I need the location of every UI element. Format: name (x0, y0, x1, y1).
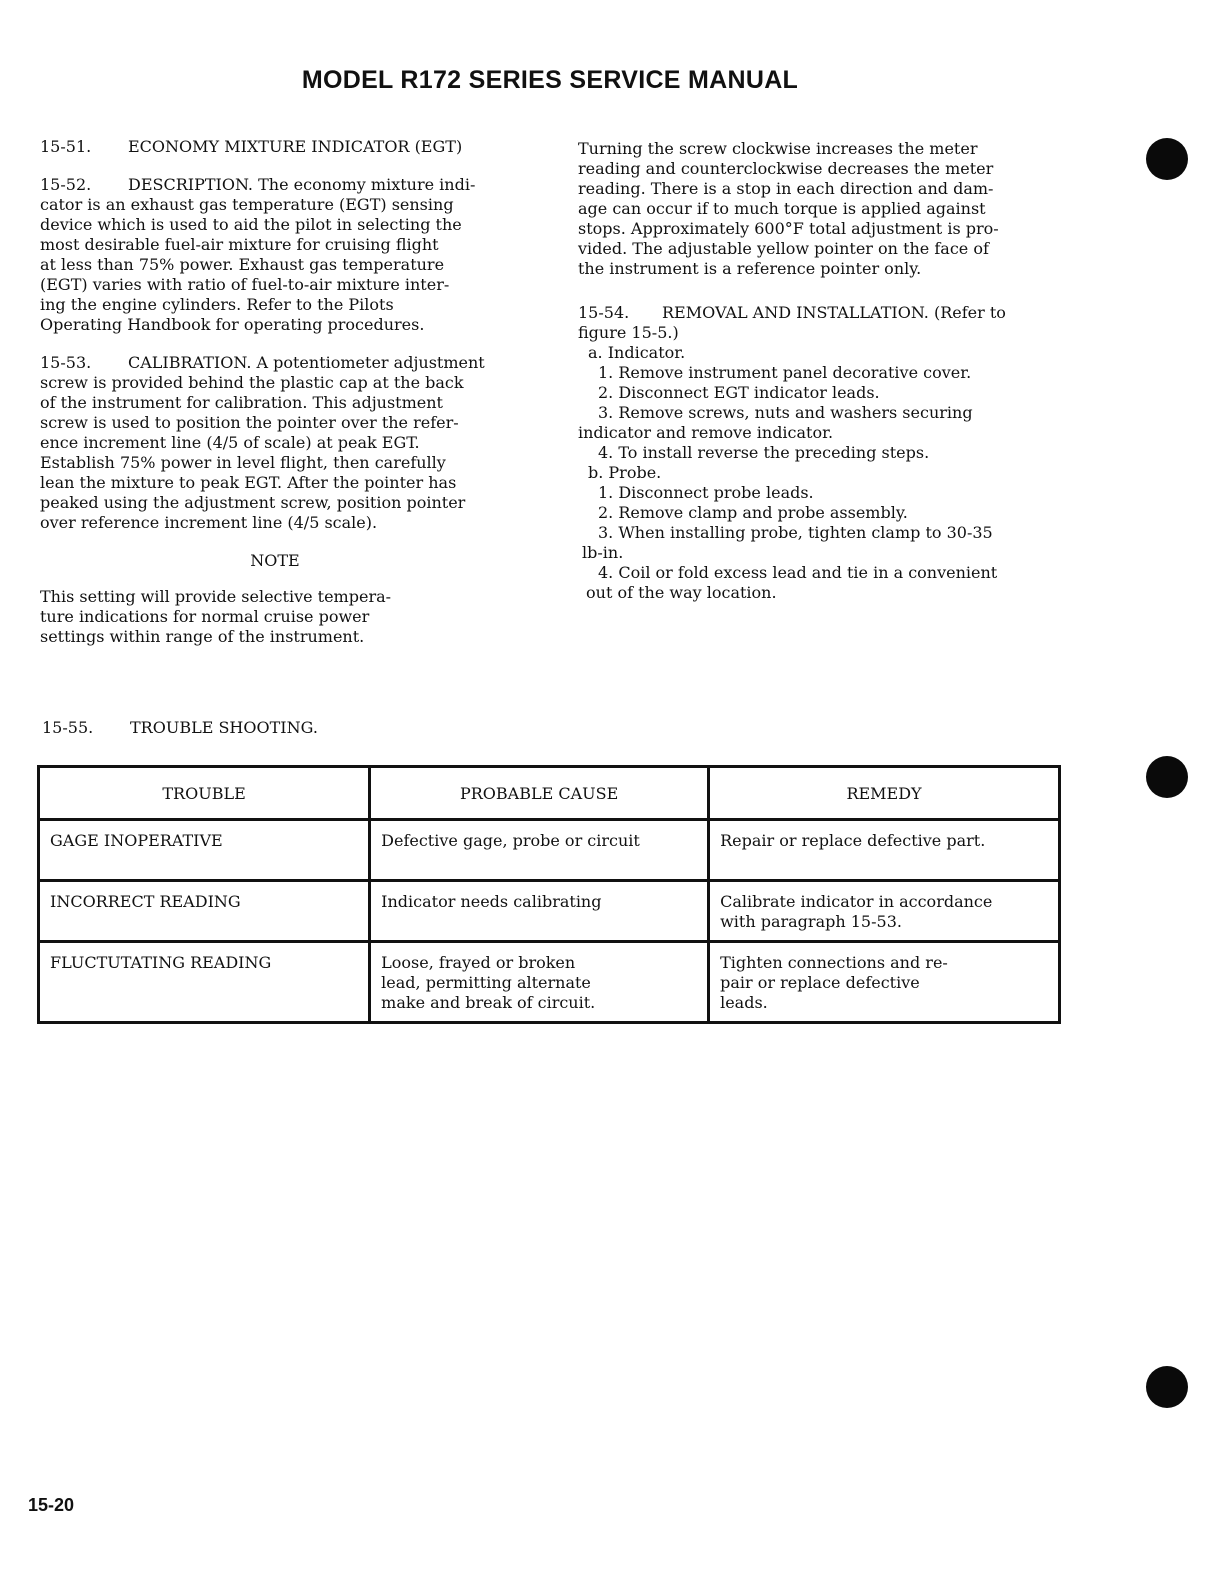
paragraph-line: (EGT) varies with ratio of fuel-to-air mixture inter- (40, 275, 450, 294)
table-row (39, 881, 1060, 942)
list-item: 1. Disconnect probe leads. (598, 483, 814, 502)
section-15-51 (40, 137, 540, 157)
right-column (578, 139, 1078, 603)
section-15-54 (578, 303, 1078, 343)
table-cell: FLUCTUTATING READING (39, 942, 370, 1023)
paragraph-line: most desirable fuel-air mixture for cruising flight (40, 235, 439, 254)
list-item: indicator and remove indicator. (578, 423, 834, 442)
list-item: a. Indicator. (588, 343, 686, 362)
paragraph-line: lean the mixture to peak EGT. After the pointer has (40, 473, 457, 492)
paragraph-line: Operating Handbook for operating procedures. (40, 315, 425, 334)
column-header-probable-cause: PROBABLE CAUSE (370, 767, 709, 820)
section-number: 15-53. (40, 353, 92, 372)
list-item: 4. To install reverse the preceding steps. (598, 443, 930, 462)
table-cell: Tighten connections and re- pair or replace defective leads. (709, 942, 1060, 1023)
table-cell: Indicator needs calibrating (370, 881, 709, 942)
paragraph-line: screw is used to position the pointer over the refer- (40, 413, 459, 432)
paragraph-line: CALIBRATION. A potentiometer adjustment (128, 353, 485, 372)
list-item: 3. When installing probe, tighten clamp to 30-35 (598, 523, 993, 542)
list-item: b. Probe. (588, 463, 662, 482)
table-row (39, 942, 1060, 1023)
section-number: 15-54. (578, 303, 630, 322)
paragraph-line: vided. The adjustable yellow pointer on the face of (578, 239, 989, 258)
list-item: out of the way location. (586, 583, 777, 602)
note-label: NOTE (250, 551, 300, 570)
paragraph-line: ing the engine cylinders. Refer to the Pilots (40, 295, 394, 314)
paragraph-line: screw is provided behind the plastic cap at the back (40, 373, 464, 392)
table-cell: Repair or replace defective part. (709, 820, 1060, 881)
binder-hole-mark (1146, 138, 1188, 180)
paragraph-line: Establish 75% power in level flight, then carefully (40, 453, 446, 472)
paragraph-line: cator is an exhaust gas temperature (EGT) sensing (40, 195, 454, 214)
list-item: 3. Remove screws, nuts and washers securing (598, 403, 973, 422)
paragraph-line: REMOVAL AND INSTALLATION. (Refer to (662, 303, 1006, 322)
paragraph-line: peaked using the adjustment screw, position pointer (40, 493, 466, 512)
troubleshooting-table (37, 765, 1061, 1024)
note-text (40, 587, 540, 647)
section-15-55 (42, 718, 318, 737)
paragraph-line: device which is used to aid the pilot in selecting the (40, 215, 462, 234)
section-heading: TROUBLE SHOOTING. (130, 718, 318, 737)
section-number: 15-52. (40, 175, 92, 194)
paragraph-line: Turning the screw clockwise increases the meter (578, 139, 978, 158)
paragraph-line: figure 15-5.) (578, 323, 679, 342)
section-number: 15-51. (40, 137, 92, 156)
left-column (40, 137, 540, 665)
table-cell: GAGE INOPERATIVE (39, 820, 370, 881)
page-title: MODEL R172 SERIES SERVICE MANUAL (301, 66, 799, 94)
table-cell: INCORRECT READING (39, 881, 370, 942)
paragraph-line: ence increment line (4/5 of scale) at peak EGT. (40, 433, 420, 452)
binder-hole-mark (1146, 1366, 1188, 1408)
table-header-row (39, 767, 1060, 820)
procedure-list (578, 343, 1078, 603)
paragraph-line: the instrument is a reference pointer only. (578, 259, 922, 278)
note-line: ture indications for normal cruise power (40, 607, 370, 626)
paragraph-line: at less than 75% power. Exhaust gas temperature (40, 255, 445, 274)
paragraph-line: reading. There is a stop in each direction and dam- (578, 179, 994, 198)
table-cell: Defective gage, probe or circuit (370, 820, 709, 881)
page-number: 15-20 (28, 1495, 75, 1515)
list-item: 1. Remove instrument panel decorative cover. (598, 363, 972, 382)
column-header-remedy: REMEDY (709, 767, 1060, 820)
paragraph-line: over reference increment line (4/5 scale). (40, 513, 378, 532)
section-15-52 (40, 175, 540, 335)
paragraph-line: of the instrument for calibration. This adjustment (40, 393, 443, 412)
section-heading: ECONOMY MIXTURE INDICATOR (EGT) (128, 137, 463, 156)
binder-hole-mark (1146, 756, 1188, 798)
list-item: 2. Disconnect EGT indicator leads. (598, 383, 880, 402)
paragraph-line: age can occur if to much torque is applied against (578, 199, 986, 218)
section-number: 15-55. (42, 718, 94, 737)
list-item: 2. Remove clamp and probe assembly. (598, 503, 908, 522)
section-15-53-continued (578, 139, 1078, 279)
table-row (39, 820, 1060, 881)
column-header-trouble: TROUBLE (39, 767, 370, 820)
table-cell: Loose, frayed or broken lead, permitting alternate make and break of circuit. (370, 942, 709, 1023)
list-item: lb-in. (582, 543, 624, 562)
note-line: This setting will provide selective tempera- (40, 587, 392, 606)
list-item: 4. Coil or fold excess lead and tie in a convenient (598, 563, 998, 582)
note-line: settings within range of the instrument. (40, 627, 365, 646)
paragraph-line: stops. Approximately 600°F total adjustment is pro- (578, 219, 999, 238)
paragraph-line: DESCRIPTION. The economy mixture indi- (128, 175, 476, 194)
paragraph-line: reading and counterclockwise decreases the meter (578, 159, 994, 178)
table-cell: Calibrate indicator in accordance with paragraph 15-53. (709, 881, 1060, 942)
section-15-53 (40, 353, 540, 533)
